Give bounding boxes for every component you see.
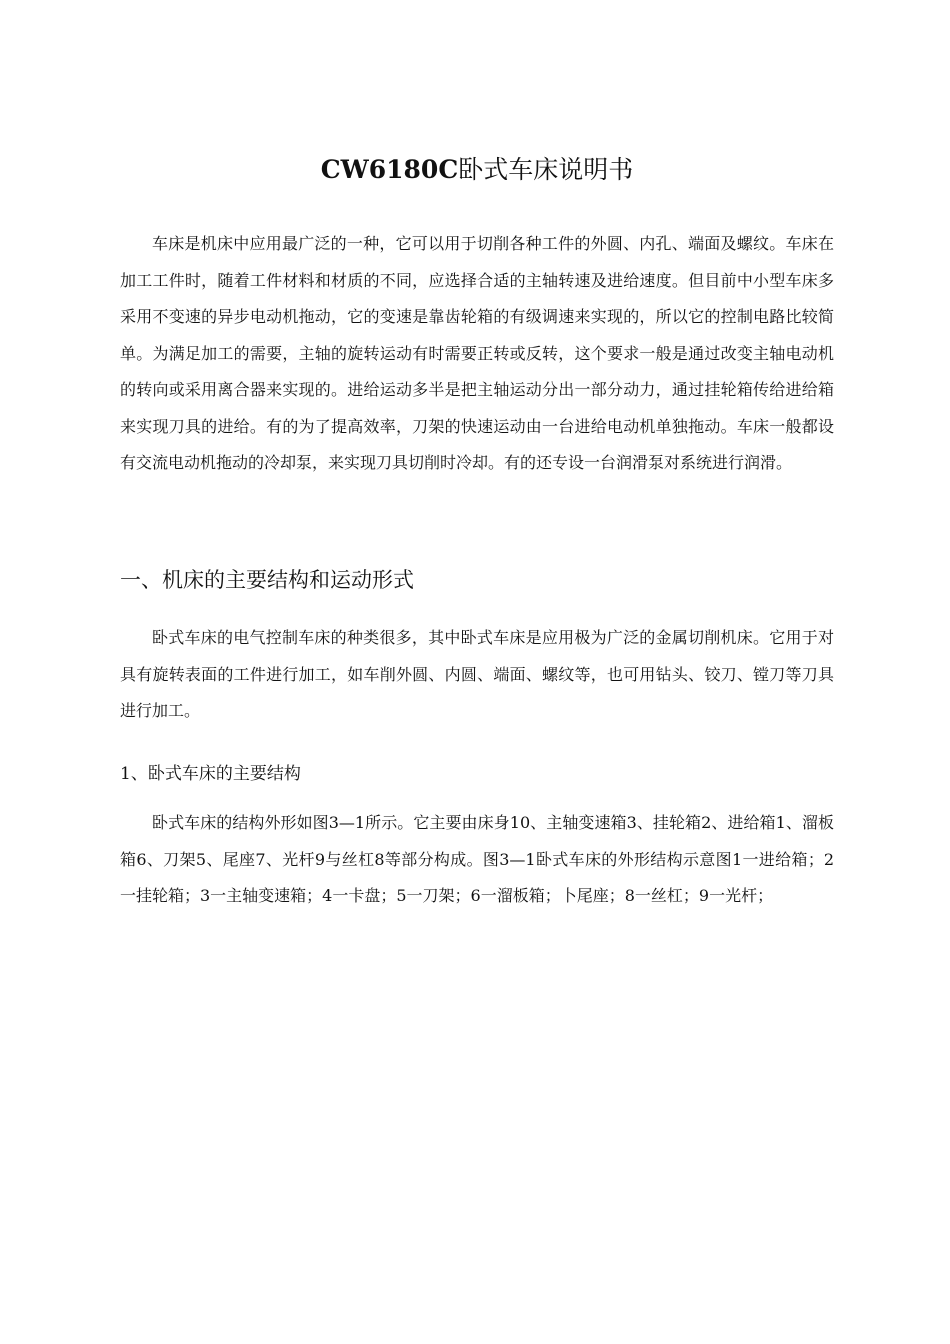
- section-heading: 一、机床的主要结构和运动形式: [120, 568, 414, 592]
- subsection-heading: 1、卧式车床的主要结构: [120, 764, 301, 784]
- section-paragraph: 卧式车床的电气控制车床的种类很多，其中卧式车床是应用极为广泛的金属切削机床。它用于对具有旋转表面的工件进行加工，如车削外圆、内圆、端面、螺纹等，也可用钻头、铰刀、镗刀等刀具进行加工。: [120, 628, 834, 720]
- document-title: [120, 150, 834, 190]
- intro-paragraph: 车床是机床中应用最广泛的一种，它可以用于切削各种工件的外圆、内孔、端面及螺纹。车床在加工工件时，随着工件材料和材质的不同，应选择合适的主轴转速及进给速度。但目前中小型车床多采用不变速的异步电动机拖动，它的变速是靠齿轮箱的有级调速来实现的，所以它的控制电路比较简单。为满足加工的需要，主轴的旋转运动有时需要正转或反转，这个要求一般是通过改变主轴电动机的转向或采用离合器来实现的。进给运动多半是把主轴运动分出一部分动力，通过挂轮箱传给进给箱来实现刀具的进给。有的为了提高效率，刀架的快速运动由一台进给电动机单独拖动。车床一般都设有交流电动机拖动的冷却泵，来实现刀具切削时冷却。有的还专设一台润滑泵对系统进行润滑。: [120, 234, 834, 472]
- subsection-paragraph: 卧式车床的结构外形如图3—1所示。它主要由床身10、主轴变速箱3、挂轮箱2、进给箱1、溜板箱6、刀架5、尾座7、光杆9与丝杠8等部分构成。图3—1卧式车床的外形结构示意图1一进给箱；2一挂轮箱；3一主轴变速箱；4一卡盘；5一刀架；6一溜板箱；卜尾座；8一丝杠；9一光杆；: [120, 813, 834, 905]
- title-text: 卧式车床说明书: [458, 155, 634, 184]
- document-page: [120, 0, 834, 1344]
- title-model-code: CW6180C: [320, 155, 459, 184]
